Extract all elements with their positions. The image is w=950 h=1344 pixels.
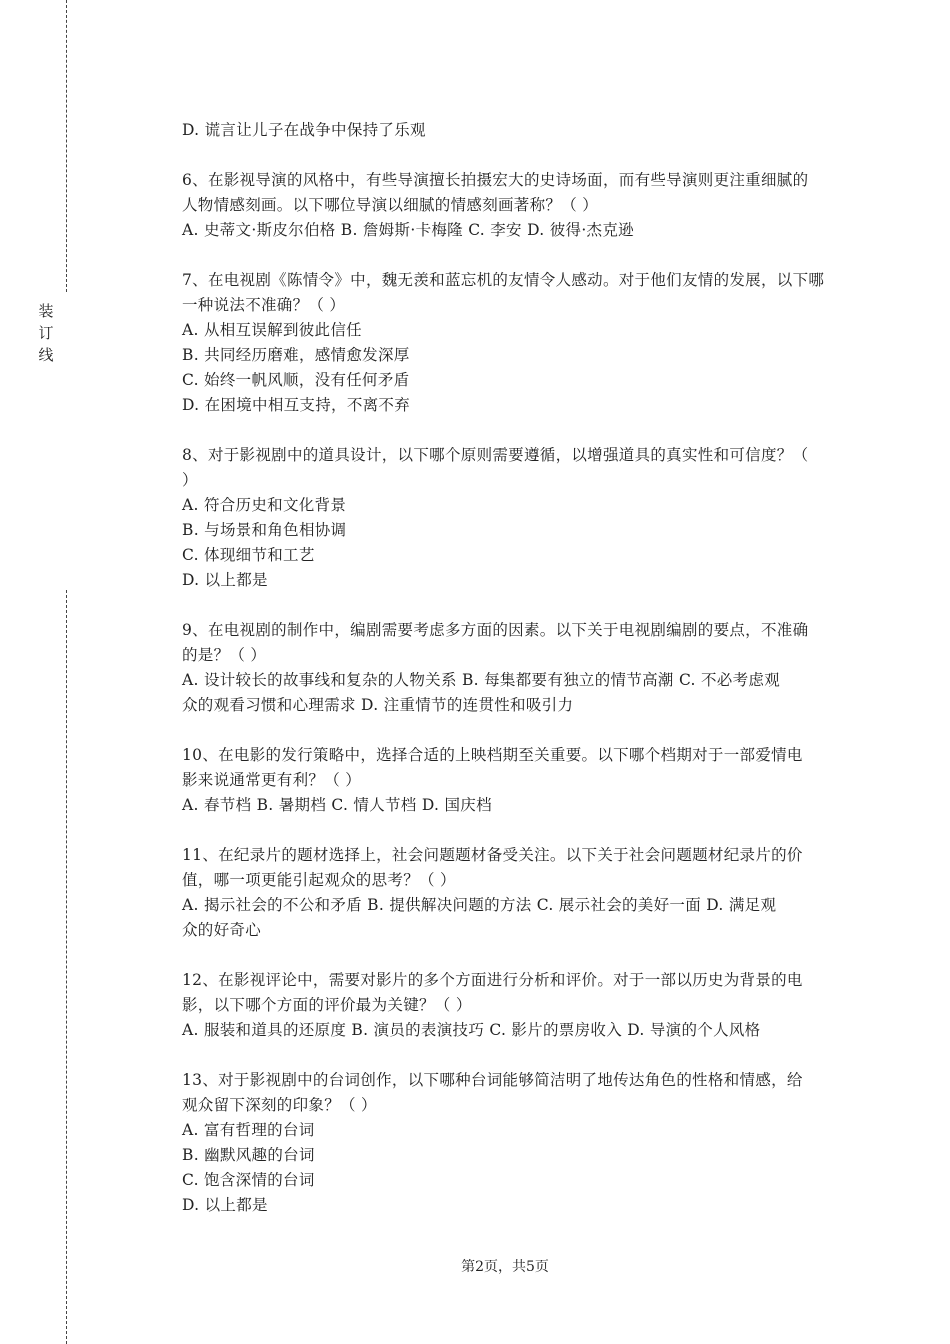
q7-option-c: C. 始终一帆风顺，没有任何矛盾	[182, 371, 410, 389]
q10-stem-line1: 10、在电影的发行策略中，选择合适的上映档期至关重要。以下哪个档期对于一部爱情电	[182, 746, 803, 764]
q8-option-d: D. 以上都是	[182, 571, 268, 589]
q7-stem-line2: 一种说法不准确？（ ）	[182, 296, 346, 314]
q8-option-b: B. 与场景和角色相协调	[182, 521, 347, 539]
q7-stem-line1: 7、在电视剧《陈情令》中，魏无羡和蓝忘机的友情令人感动。对于他们友情的发展，以下哪	[182, 271, 825, 289]
q11-stem-line1: 11、在纪录片的题材选择上，社会问题题材备受关注。以下关于社会问题题材纪录片的价	[182, 846, 803, 864]
q10-stem-line2: 影来说通常更有利？（ ）	[182, 771, 362, 789]
binding-label	[36, 300, 56, 366]
binding-line-bottom	[66, 590, 67, 1344]
q10-options: A. 春节档 B. 暑期档 C. 情人节档 D. 国庆档	[182, 796, 492, 814]
binding-line-top	[66, 0, 67, 292]
q12-stem-line2: 影，以下哪个方面的评价最为关键？（ ）	[182, 996, 472, 1014]
q13-option-d: D. 以上都是	[182, 1196, 268, 1214]
q7-option-b: B. 共同经历磨难，感情愈发深厚	[182, 346, 410, 364]
binding-label-char: 订	[38, 324, 54, 342]
q6-options: A. 史蒂文·斯皮尔伯格 B. 詹姆斯·卡梅隆 C. 李安 D. 彼得·杰克逊	[182, 221, 634, 239]
question-content	[182, 118, 842, 1218]
q11-options-line2: 众的好奇心	[182, 921, 262, 939]
q8-option-c: C. 体现细节和工艺	[182, 546, 315, 564]
q6-stem-line2: 人物情感刻画。以下哪位导演以细腻的情感刻画著称？（ ）	[182, 196, 599, 214]
q9-stem-line1: 9、在电视剧的制作中，编剧需要考虑多方面的因素。以下关于电视剧编剧的要点，不准确	[182, 621, 809, 639]
q13-stem-line1: 13、对于影视剧中的台词创作，以下哪种台词能够简洁明了地传达角色的性格和情感，给	[182, 1071, 803, 1089]
q13-stem-line2: 观众留下深刻的印象？（ ）	[182, 1096, 377, 1114]
q9-options-line1: A. 设计较长的故事线和复杂的人物关系 B. 每集都要有独立的情节高潮 C. 不必考虑观	[182, 671, 781, 689]
q13-option-c: C. 饱含深情的台词	[182, 1171, 315, 1189]
q13-option-b: B. 幽默风趣的台词	[182, 1146, 315, 1164]
q11-stem-line2: 值，哪一项更能引起观众的思考？（ ）	[182, 871, 456, 889]
q7-option-d: D. 在困境中相互支持，不离不弃	[182, 396, 411, 414]
q7-option-a: A. 从相互误解到彼此信任	[182, 321, 362, 339]
page-number: 第2页，共5页	[461, 1259, 549, 1275]
q11-options-line1: A. 揭示社会的不公和矛盾 B. 提供解决问题的方法 C. 展示社会的美好一面 D. 满足观	[182, 896, 777, 914]
q8-stem-line1: 8、对于影视剧中的道具设计，以下哪个原则需要遵循，以增强道具的真实性和可信度？（	[182, 446, 809, 464]
q5-option-d: D. 谎言让儿子在战争中保持了乐观	[182, 121, 426, 139]
q8-option-a: A. 符合历史和文化背景	[182, 496, 347, 514]
q9-stem-line2: 的是？（ ）	[182, 646, 267, 664]
q13-option-a: A. 富有哲理的台词	[182, 1121, 315, 1139]
q12-stem-line1: 12、在影视评论中，需要对影片的多个方面进行分析和评价。对于一部以历史为背景的电	[182, 971, 803, 989]
binding-label-char: 线	[38, 346, 54, 364]
q9-options-line2: 众的观看习惯和心理需求 D. 注重情节的连贯性和吸引力	[182, 696, 574, 714]
q12-options: A. 服装和道具的还原度 B. 演员的表演技巧 C. 影片的票房收入 D. 导演的个人风格	[182, 1021, 761, 1039]
q8-stem-line2: ）	[182, 471, 198, 489]
q6-stem-line1: 6、在影视导演的风格中，有些导演擅长拍摄宏大的史诗场面，而有些导演则更注重细腻的	[182, 171, 809, 189]
binding-label-char: 装	[38, 302, 54, 320]
